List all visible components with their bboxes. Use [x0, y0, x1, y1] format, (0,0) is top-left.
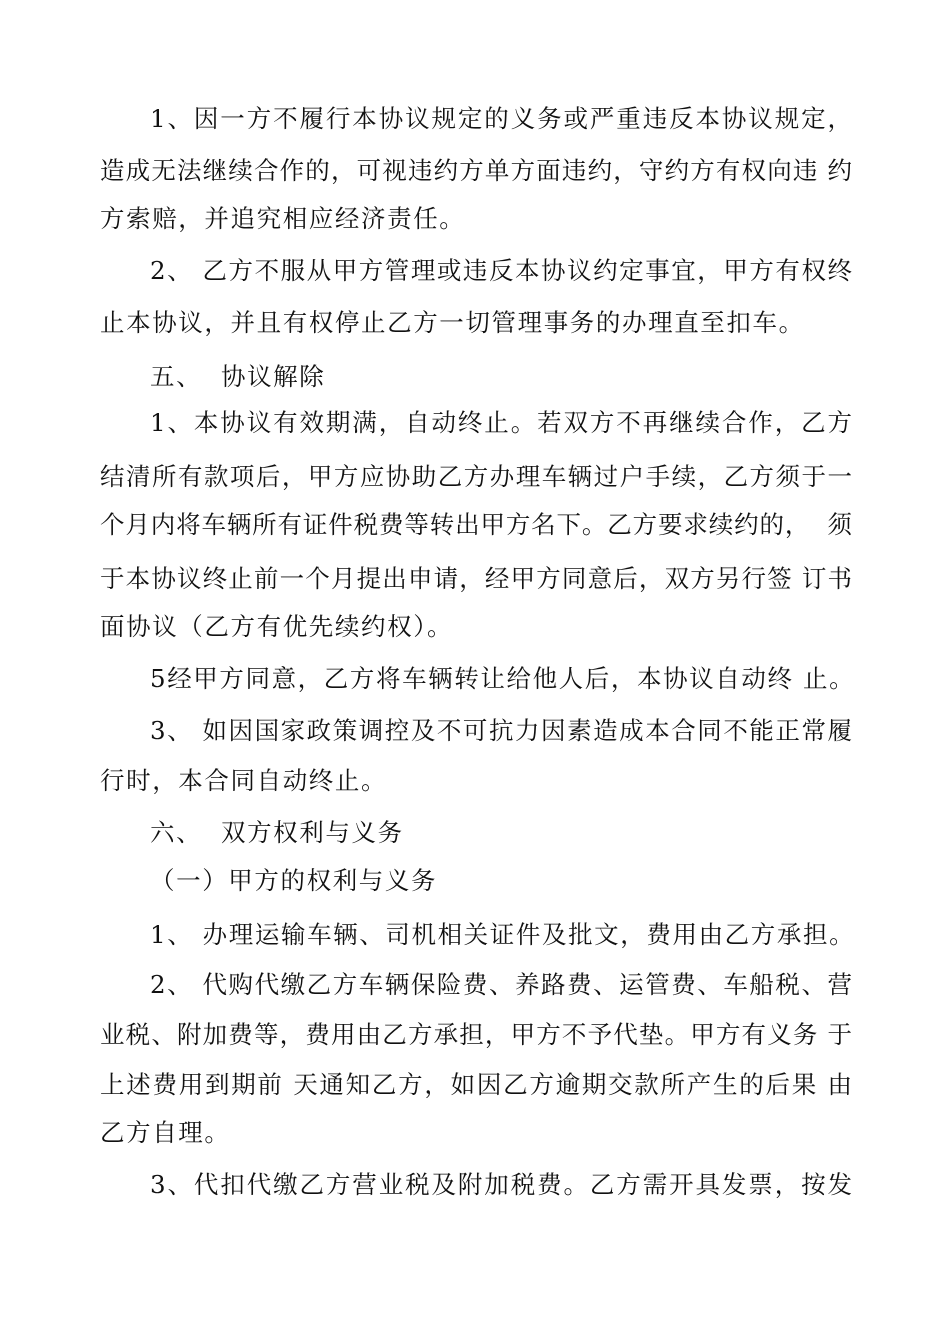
paragraph-line: 结清所有款项后，甲方应协助乙方办理车辆过户手续，乙方须于一: [100, 462, 852, 491]
paragraph-line: 上述费用到期前 天通知乙方，如因乙方逾期交款所产生的后果 由: [100, 1070, 852, 1099]
paragraph-line: 造成无法继续合作的，可视违约方单方面违约，守约方有权向违 约: [100, 156, 852, 185]
paragraph-line: 方索赔，并追究相应经济责任。: [100, 204, 466, 233]
subsection-heading: （一）甲方的权利与义务: [150, 866, 438, 895]
paragraph-line: 面协议（乙方有优先续约权）。: [100, 612, 454, 641]
section-heading: 五、 协议解除: [150, 362, 326, 391]
paragraph-line: 于本协议终止前一个月提出申请，经甲方同意后，双方另行签 订书: [100, 564, 852, 593]
paragraph-line: 3、代扣代缴乙方营业税及附加税费。乙方需开具发票，按发: [150, 1170, 852, 1199]
paragraph-line: 个月内将车辆所有证件税费等转出甲方名下。乙方要求续约的， 须: [100, 510, 852, 539]
paragraph-line: 1、因一方不履行本协议规定的义务或严重违反本协议规定，: [150, 104, 852, 133]
paragraph-line: 1、本协议有效期满，自动终止。若双方不再继续合作，乙方: [150, 408, 852, 437]
paragraph-line: 乙方自理。: [100, 1118, 231, 1147]
section-heading: 六、 双方权利与义务: [150, 818, 404, 847]
paragraph-line: 2、 乙方不服从甲方管理或违反本协议约定事宜，甲方有权终: [150, 256, 852, 285]
paragraph-line: 5经甲方同意，乙方将车辆转让给他人后，本协议自动终 止。: [150, 664, 856, 693]
paragraph-line: 2、 代购代缴乙方车辆保险费、养路费、运管费、车船税、营: [150, 970, 852, 999]
paragraph-line: 1、 办理运输车辆、司机相关证件及批文，费用由乙方承担。: [150, 920, 856, 949]
paragraph-line: 行时，本合同自动终止。: [100, 766, 388, 795]
paragraph-line: 3、 如因国家政策调控及不可抗力因素造成本合同不能正常履: [150, 716, 852, 745]
paragraph-line: 止本协议，并且有权停止乙方一切管理事务的办理直至扣车。: [100, 308, 805, 337]
paragraph-line: 业税、附加费等，费用由乙方承担，甲方不予代垫。甲方有义务 于: [100, 1020, 852, 1049]
